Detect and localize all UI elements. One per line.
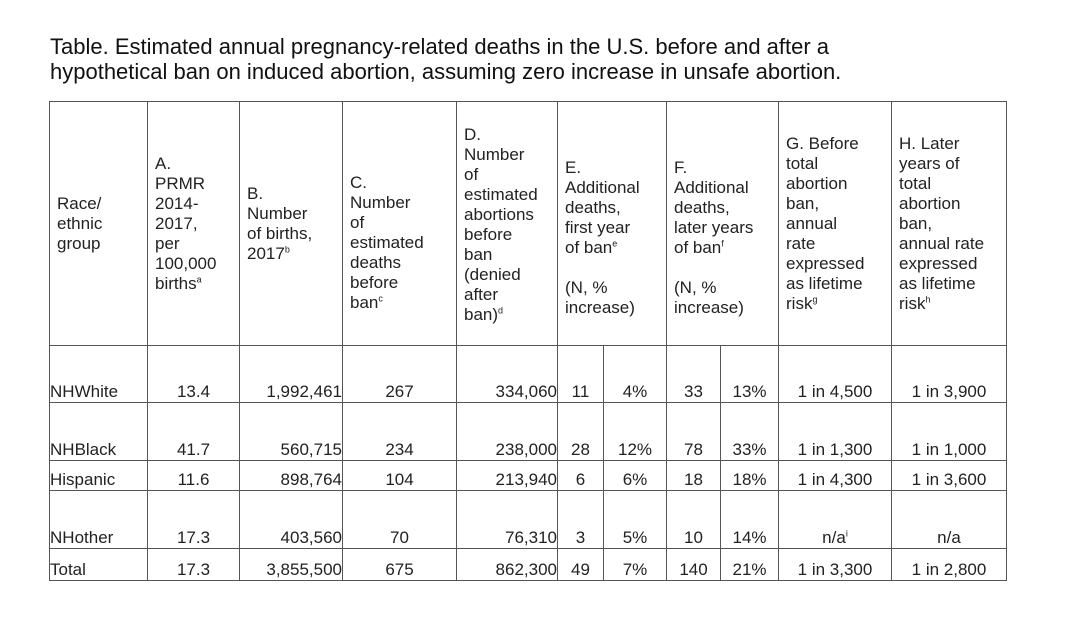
header-d-line-0: C.	[350, 172, 367, 192]
cell-first-year-pct	[604, 346, 667, 403]
caption-line-1: Table. Estimated annual pregnancy-related deaths in the U.S. before and after a	[50, 34, 830, 59]
header-b-line-1: PRMR	[155, 173, 206, 193]
header-estimated-deaths-before-ban	[343, 102, 457, 346]
cell-later-years-risk-value: 1 in 2,800	[911, 560, 987, 579]
header-additional-deaths-later-years	[667, 102, 779, 346]
cell-deaths-before-ban-value: 104	[385, 470, 414, 489]
cell-prmr-value: 41.7	[176, 440, 211, 459]
cell-births	[240, 549, 343, 581]
table-body	[50, 346, 1007, 581]
table-row	[50, 403, 1007, 461]
cell-later-years-n	[667, 549, 721, 581]
header-b-line-4: per	[155, 233, 180, 253]
header-b-line-2: 2014-	[155, 193, 199, 213]
header-d-line-6-text: ban	[350, 292, 379, 312]
header-b-line-5: 100,000	[155, 253, 217, 273]
cell-deaths-before-ban-value: 267	[385, 382, 414, 401]
header-g-tail-0: (N, %	[674, 277, 717, 297]
cell-births	[240, 461, 343, 491]
table-caption	[50, 34, 1030, 84]
cell-later-years-n	[667, 346, 721, 403]
header-c-line-2: of births,	[247, 223, 313, 243]
header-before-ban-lifetime-risk	[779, 102, 892, 346]
cell-later-years-risk	[892, 346, 1007, 403]
cell-deaths-before-ban	[343, 461, 457, 491]
footnote-marker: b	[284, 243, 290, 254]
group-label-line: NH	[50, 382, 75, 401]
header-f-line-4	[565, 238, 663, 258]
cell-deaths-before-ban	[343, 346, 457, 403]
header-i-line-1: years of	[899, 153, 960, 173]
header-e-line-1: Number	[464, 145, 525, 164]
header-d-line-5: before	[350, 272, 399, 292]
header-i-line-8	[899, 294, 1003, 314]
header-h-line-1: total	[786, 153, 819, 173]
cell-first-year-n	[558, 461, 604, 491]
header-c-line-3-text: 2017	[247, 243, 285, 263]
cell-prmr	[148, 461, 240, 491]
table-row	[50, 549, 1007, 581]
cell-deaths-before-ban-value: 70	[390, 528, 409, 547]
cell-later-years-risk-value: 1 in 1,000	[911, 440, 987, 459]
header-number-of-births	[240, 102, 343, 346]
cell-later-years-n-value: 140	[679, 560, 708, 579]
header-e-line-0: D.	[464, 125, 481, 144]
header-h-line-6: expressed	[786, 253, 865, 273]
header-d-line-4: deaths	[350, 252, 402, 272]
cell-births-value: 1,992,461	[266, 382, 342, 401]
cell-deaths-before-ban-value: 234	[385, 440, 414, 459]
cell-race-ethnic-group	[50, 403, 148, 461]
cell-prmr	[148, 346, 240, 403]
header-g-line-4-text: of ban	[674, 237, 722, 257]
cell-later-years-pct-value: 18%	[732, 470, 767, 489]
header-i-line-2: total	[899, 173, 932, 193]
group-label-line: White	[74, 382, 119, 401]
header-estimated-abortions	[457, 102, 558, 346]
cell-first-year-n	[558, 549, 604, 581]
cell-before-ban-risk-value: 1 in 1,300	[797, 440, 873, 459]
cell-deaths-before-ban-value: 675	[385, 560, 414, 579]
cell-abortions	[457, 346, 558, 403]
cell-first-year-pct	[604, 549, 667, 581]
footnote-marker: f	[721, 237, 724, 248]
group-label-line: Hispanic	[50, 470, 116, 489]
cell-deaths-before-ban	[343, 549, 457, 581]
cell-births-value: 403,560	[280, 528, 342, 547]
cell-before-ban-risk	[779, 549, 892, 581]
cell-abortions-value: 238,000	[495, 440, 557, 459]
cell-later-years-n-value: 78	[684, 440, 703, 459]
cell-births-value: 560,715	[280, 440, 342, 459]
cell-abortions	[457, 403, 558, 461]
cell-before-ban-risk-value: 1 in 4,500	[797, 382, 873, 401]
cell-race-ethnic-group	[50, 549, 148, 581]
cell-later-years-n	[667, 491, 721, 549]
header-a-line-1: ethnic	[57, 213, 103, 233]
header-i-line-4: ban,	[899, 213, 933, 233]
header-row	[50, 102, 1007, 346]
cell-later-years-risk-value: n/a	[937, 528, 961, 547]
cell-prmr-value: 11.6	[177, 470, 210, 489]
cell-before-ban-risk	[779, 461, 892, 491]
cell-later-years-pct	[721, 403, 779, 461]
cell-prmr	[148, 403, 240, 461]
header-h-line-0: G. Before	[786, 133, 859, 153]
header-g-line-0: F.	[674, 157, 688, 177]
cell-later-years-n-value: 10	[684, 528, 703, 547]
cell-prmr	[148, 491, 240, 549]
header-f-tail-1: increase)	[565, 297, 635, 317]
cell-later-years-risk-value: 1 in 3,900	[911, 382, 987, 401]
cell-first-year-pct-value: 6%	[622, 470, 648, 489]
header-b-line-6	[155, 274, 236, 294]
header-f-line-0: E.	[565, 157, 582, 177]
header-i-line-3: abortion	[899, 193, 961, 213]
cell-later-years-n	[667, 403, 721, 461]
cell-abortions-value: 213,940	[495, 470, 557, 489]
header-f-line-4-text: of ban	[565, 237, 613, 257]
cell-first-year-pct-value: 7%	[622, 560, 648, 579]
cell-before-ban-risk	[779, 346, 892, 403]
header-e-line-4: abortions	[464, 205, 534, 224]
header-e-line-3: estimated	[464, 185, 538, 204]
header-e-line-7: (denied	[464, 265, 521, 284]
header-i-line-0: H. Later	[899, 133, 960, 153]
header-h-line-3: ban,	[786, 193, 820, 213]
cell-race-ethnic-group	[50, 346, 148, 403]
header-a-line-0: Race/	[57, 193, 102, 213]
cell-abortions	[457, 491, 558, 549]
cell-later-years-risk-value: 1 in 3,600	[911, 470, 987, 489]
header-h-line-4: annual	[786, 213, 838, 233]
cell-first-year-n	[558, 403, 604, 461]
group-label-line: NH	[50, 440, 75, 459]
cell-later-years-risk	[892, 491, 1007, 549]
cell-later-years-pct	[721, 549, 779, 581]
table-row	[50, 346, 1007, 403]
header-h-line-5: rate	[786, 233, 816, 253]
cell-later-years-risk	[892, 549, 1007, 581]
cell-first-year-n	[558, 346, 604, 403]
header-d-line-2: of	[350, 212, 365, 232]
table-row	[50, 491, 1007, 549]
header-d-line-6	[350, 293, 453, 313]
header-prmr	[148, 102, 240, 346]
header-e-line-5: before	[464, 225, 513, 244]
header-later-years-lifetime-risk	[892, 102, 1007, 346]
cell-prmr-value: 13.4	[176, 382, 211, 401]
cell-later-years-pct-value: 33%	[732, 440, 767, 459]
group-label-line: Total	[50, 560, 86, 579]
cell-abortions	[457, 549, 558, 581]
cell-births	[240, 403, 343, 461]
header-b-line-6-text: births	[155, 273, 197, 293]
header-e-line-9	[464, 305, 554, 325]
header-g-line-3: later years	[674, 217, 754, 237]
header-h-line-7: as lifetime	[786, 273, 863, 293]
cell-later-years-n-value: 18	[684, 470, 703, 489]
header-e-line-2: of	[464, 165, 479, 184]
cell-first-year-n-value: 6	[575, 470, 586, 489]
header-e-line-8: after	[464, 285, 499, 304]
cell-race-ethnic-group	[50, 491, 148, 549]
header-additional-deaths-first-year	[558, 102, 667, 346]
header-b-line-0: A.	[155, 153, 172, 173]
header-f-line-3: first year	[565, 217, 631, 237]
cell-births-value: 3,855,500	[266, 560, 342, 579]
cell-before-ban-risk-value: n/a	[822, 528, 846, 547]
cell-prmr-value: 17.3	[176, 560, 211, 579]
cell-first-year-pct	[604, 491, 667, 549]
header-i-line-8-text: risk	[899, 293, 926, 313]
cell-abortions-value: 76,310	[505, 528, 557, 547]
group-label-line: Black	[74, 440, 117, 459]
cell-later-years-pct-value: 21%	[732, 560, 767, 579]
header-f-tail-0: (N, %	[565, 277, 608, 297]
cell-abortions	[457, 461, 558, 491]
header-h-line-2: abortion	[786, 173, 848, 193]
cell-before-ban-risk	[779, 403, 892, 461]
cell-first-year-pct-value: 5%	[622, 528, 648, 547]
header-h-line-8-text: risk	[786, 293, 813, 313]
footnote-marker: c	[378, 292, 383, 303]
footnote-marker: g	[812, 293, 818, 304]
group-label-line: NH	[50, 528, 75, 547]
cell-first-year-n	[558, 491, 604, 549]
header-i-line-6: expressed	[899, 253, 978, 273]
cell-later-years-risk	[892, 403, 1007, 461]
cell-later-years-pct	[721, 461, 779, 491]
cell-deaths-before-ban	[343, 403, 457, 461]
cell-prmr-value: 17.3	[176, 528, 211, 547]
header-f-line-1: Additional	[565, 177, 640, 197]
header-d-line-3: estimated	[350, 232, 424, 252]
header-race-ethnic-group	[50, 102, 148, 346]
header-d-line-1: Number	[350, 192, 411, 212]
cell-first-year-n-value: 11	[571, 382, 590, 401]
table-row	[50, 461, 1007, 491]
header-c-line-0: B.	[247, 183, 264, 203]
cell-later-years-risk	[892, 461, 1007, 491]
cell-first-year-pct-value: 12%	[617, 440, 653, 459]
footnote-marker: a	[196, 273, 202, 284]
cell-later-years-n-value: 33	[684, 382, 703, 401]
cell-later-years-pct-value: 14%	[732, 528, 767, 547]
cell-births	[240, 346, 343, 403]
header-g-line-4	[674, 238, 775, 258]
footnote-marker: e	[612, 237, 618, 248]
cell-first-year-n-value: 3	[575, 528, 586, 547]
header-e-line-6: ban	[464, 245, 493, 264]
cell-first-year-pct	[604, 461, 667, 491]
header-c-line-1: Number	[247, 203, 308, 223]
footnote-marker: i	[845, 528, 848, 539]
cell-before-ban-risk	[779, 491, 892, 549]
header-g-line-1: Additional	[674, 177, 749, 197]
cell-first-year-pct-value: 4%	[622, 382, 648, 401]
cell-first-year-pct	[604, 403, 667, 461]
cell-before-ban-risk-value: 1 in 4,300	[797, 470, 873, 489]
data-table	[49, 101, 1007, 581]
header-i-line-5: annual rate	[899, 233, 985, 253]
header-g-line-2: deaths,	[674, 197, 730, 217]
header-h-line-8	[786, 294, 888, 314]
header-i-line-7: as lifetime	[899, 273, 976, 293]
cell-deaths-before-ban	[343, 491, 457, 549]
header-b-line-3: 2017,	[155, 213, 198, 233]
footnote-marker: h	[925, 293, 931, 304]
cell-abortions-value: 334,060	[495, 382, 557, 401]
caption-line-2: hypothetical ban on induced abortion, assuming zero increase in unsafe abortion.	[50, 59, 842, 84]
cell-prmr	[148, 549, 240, 581]
cell-later-years-pct-value: 13%	[732, 382, 767, 401]
cell-births-value: 898,764	[280, 470, 342, 489]
cell-later-years-pct	[721, 491, 779, 549]
cell-abortions-value: 862,300	[495, 560, 557, 579]
cell-race-ethnic-group	[50, 461, 148, 491]
cell-first-year-n-value: 49	[571, 560, 590, 579]
header-g-tail-1: increase)	[674, 297, 744, 317]
header-a-line-2: group	[57, 233, 101, 253]
footnote-marker: d	[498, 305, 504, 316]
cell-births	[240, 491, 343, 549]
cell-later-years-pct	[721, 346, 779, 403]
header-c-line-3	[247, 244, 339, 264]
group-label-line: other	[74, 528, 114, 547]
header-e-line-9-text: ban)	[464, 305, 499, 324]
cell-before-ban-risk-value: 1 in 3,300	[797, 560, 873, 579]
header-f-line-2: deaths,	[565, 197, 621, 217]
cell-first-year-n-value: 28	[571, 440, 590, 459]
cell-later-years-n	[667, 461, 721, 491]
